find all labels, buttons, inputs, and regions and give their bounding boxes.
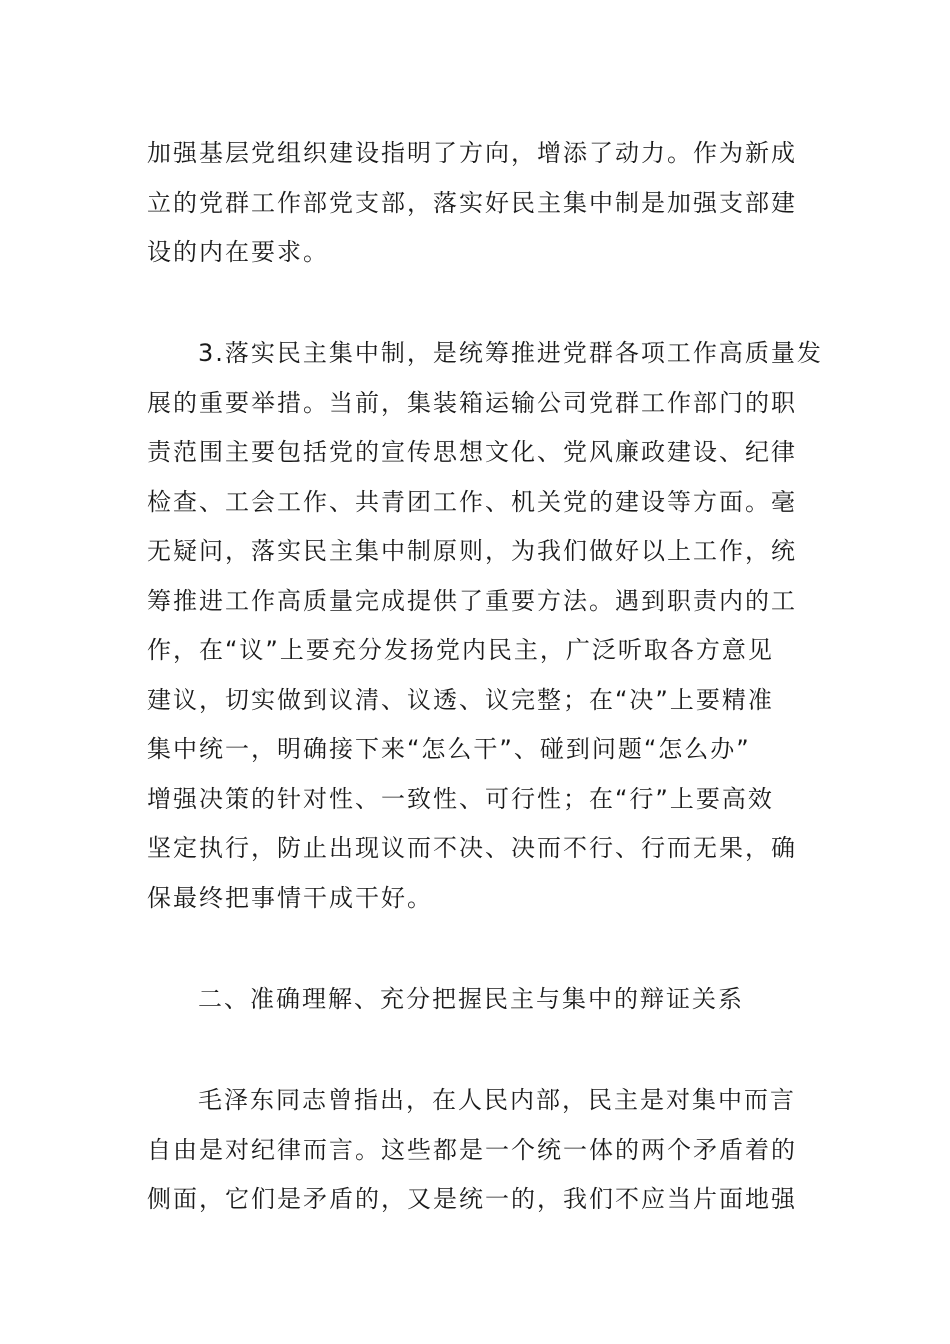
paragraph-3-line: 筹推进工作高质量完成提供了重要方法。遇到职责内的工 [147,587,797,615]
paragraph-mao-line: 毛泽东同志曾指出，在人民内部，民主是对集中而言 [198,1086,796,1114]
paragraph-3-line: 检查、工会工作、共青团工作、机关党的建设等方面。毫 [147,488,797,516]
paragraph-3-line: 展的重要举措。当前，集装箱运输公司党群工作部门的职 [147,389,797,417]
paragraph-intro-line: 加强基层党组织建设指明了方向，增添了动力。作为新成 [147,139,797,167]
paragraph-3-line: 保最终把事情干成干好。 [147,884,433,912]
paragraph-3-line: 增强决策的针对性、一致性、可行性；在“行”上要高效 [147,785,774,813]
paragraph-3-line: 无疑问，落实民主集中制原则，为我们做好以上工作，统 [147,537,797,565]
section-heading: 二、准确理解、充分把握民主与集中的辩证关系 [198,985,744,1013]
paragraph-3-line: 集中统一，明确接下来“怎么干”、碰到问题“怎么办” [147,735,751,763]
paragraph-3-line: 作，在“议”上要充分发扬党内民主，广泛听取各方意见 [147,636,774,664]
paragraph-mao-line: 侧面，它们是矛盾的，又是统一的，我们不应当片面地强 [147,1185,797,1213]
paragraph-intro-line: 设的内在要求。 [147,238,329,266]
paragraph-3-line: 建议，切实做到议清、议透、议完整；在“决”上要精准 [147,686,774,714]
paragraph-3-line: 坚定执行，防止出现议而不决、决而不行、行而无果，确 [147,834,797,862]
paragraph-3-line: 3.落实民主集中制，是统筹推进党群各项工作高质量发 [198,339,823,367]
paragraph-intro-line: 立的党群工作部党支部，落实好民主集中制是加强支部建 [147,189,797,217]
paragraph-3-line: 责范围主要包括党的宣传思想文化、党风廉政建设、纪律 [147,438,797,466]
paragraph-mao-line: 自由是对纪律而言。这些都是一个统一体的两个矛盾着的 [147,1136,797,1164]
